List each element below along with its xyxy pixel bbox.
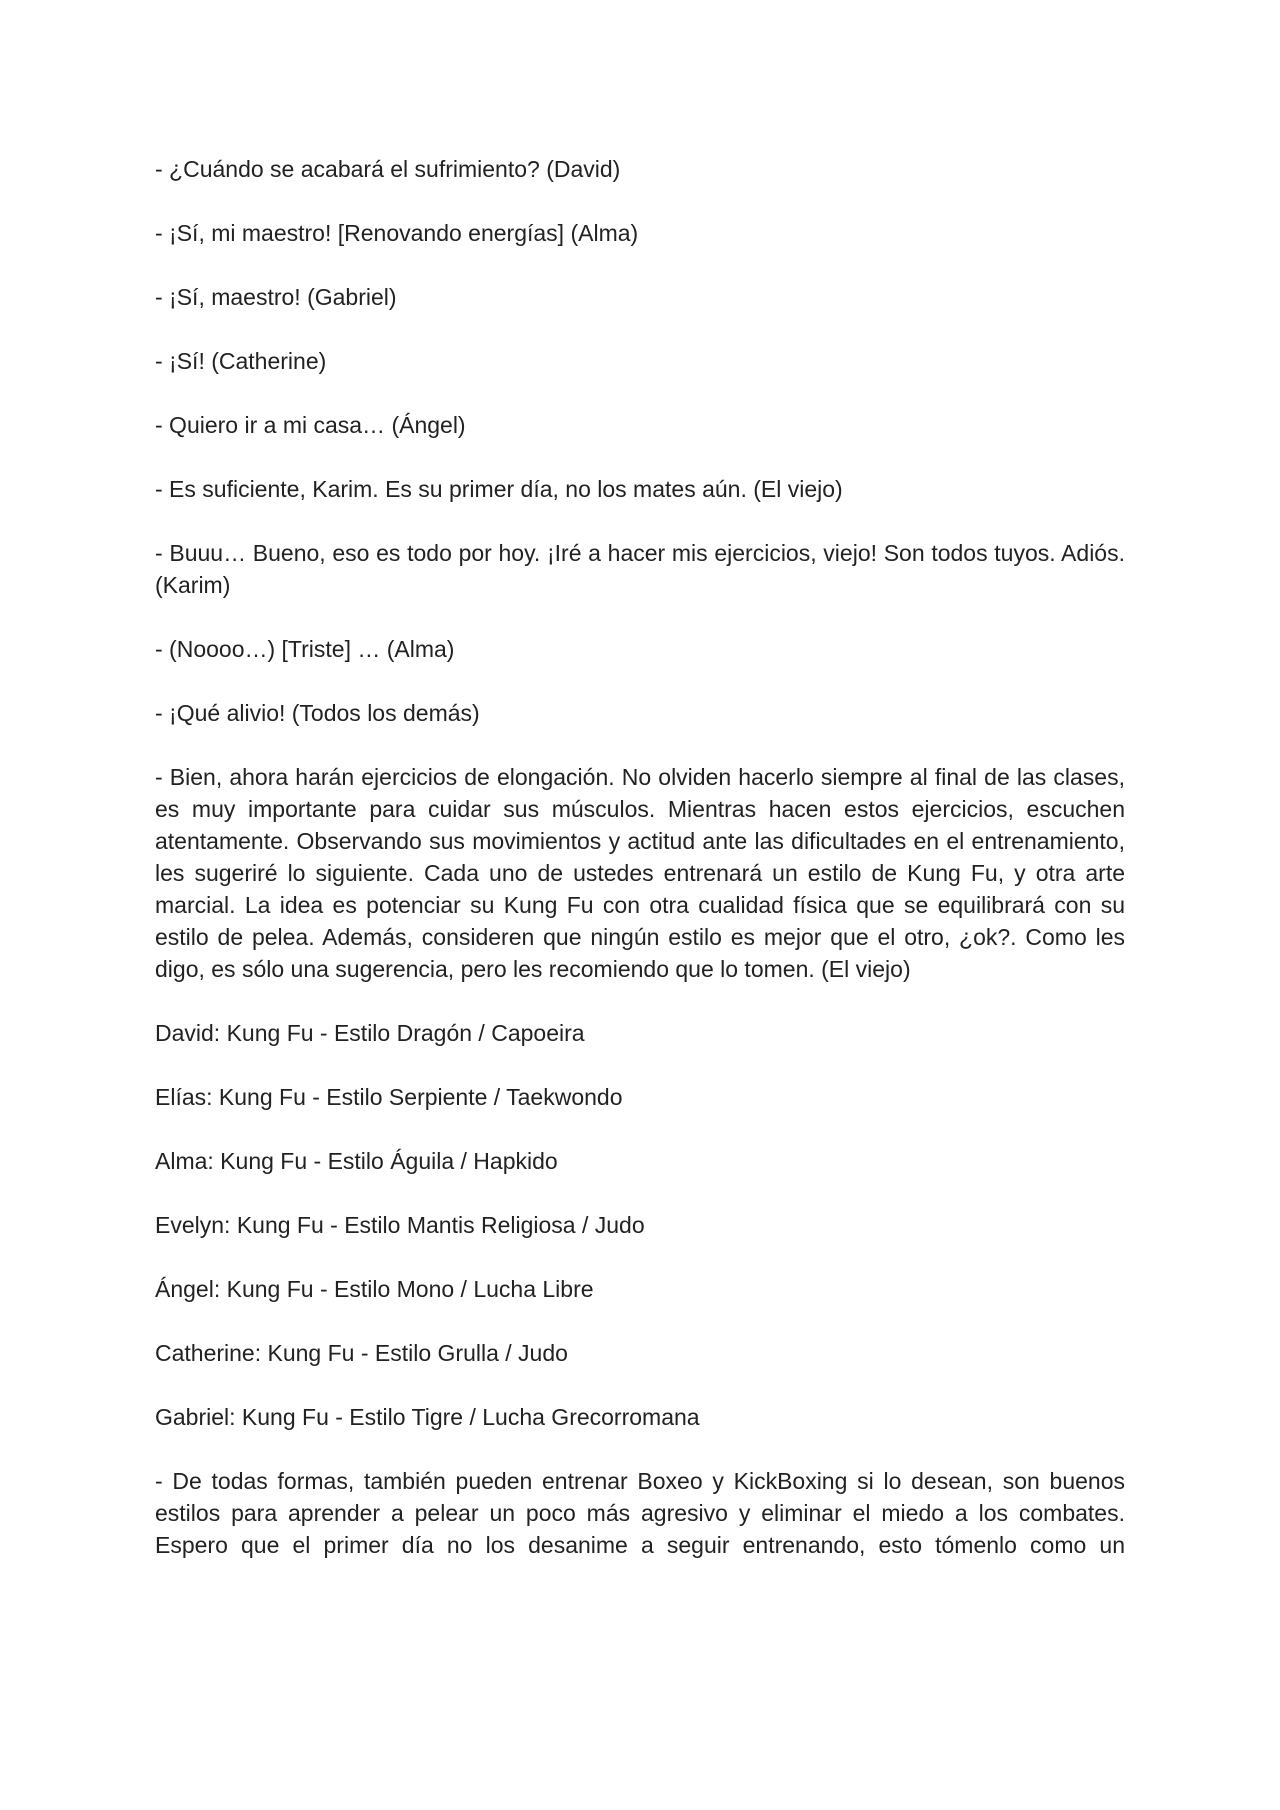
style-assignment: Gabriel: Kung Fu - Estilo Tigre / Lucha Grecorromana bbox=[155, 1404, 700, 1430]
dialogue-line: - ¿Cuándo se acabará el sufrimiento? (David) bbox=[155, 156, 621, 182]
dialogue-paragraph: - Bien, ahora harán ejercicios de elongación. No olviden hacerlo siempre al final de las clases, es muy importante para cuidar sus músculos. Mientras hacen estos ejercicios, escuchen atentamente. Observando sus movimientos y actitud ante las dificultades en el entrenamiento, les sugeriré lo siguiente. Cada uno de ustedes entrenará un estilo de Kung Fu, y otra arte marcial. La idea es potenciar su Kung Fu con otra cualidad física que se equilibrará con su estilo de pelea. Además, consideren que ningún estilo es mejor que el otro, ¿ok?. Como les digo, es sólo una sugerencia, pero les recomiendo que lo tomen. (El viejo) bbox=[155, 764, 1125, 982]
dialogue-line: - Quiero ir a mi casa… (Ángel) bbox=[155, 412, 466, 438]
dialogue-line: - Buuu… Bueno, eso es todo por hoy. ¡Iré a hacer mis ejercicios, viejo! Son todos tuyos. Adiós. (Karim) bbox=[155, 540, 1125, 598]
style-assignment: Catherine: Kung Fu - Estilo Grulla / Judo bbox=[155, 1340, 568, 1366]
dialogue-line: - Es suficiente, Karim. Es su primer día, no los mates aún. (El viejo) bbox=[155, 476, 843, 502]
style-assignment: David: Kung Fu - Estilo Dragón / Capoeira bbox=[155, 1020, 585, 1046]
style-assignment: Alma: Kung Fu - Estilo Águila / Hapkido bbox=[155, 1148, 558, 1174]
style-assignment: Ángel: Kung Fu - Estilo Mono / Lucha Libre bbox=[155, 1276, 594, 1302]
document-body bbox=[155, 153, 1125, 1593]
dialogue-line: - ¡Sí, mi maestro! [Renovando energías] (Alma) bbox=[155, 220, 639, 246]
dialogue-paragraph: - De todas formas, también pueden entrenar Boxeo y KickBoxing si lo desean, son buenos estilos para aprender a pelear un poco más agresivo y eliminar el miedo a los combates. Espero que el primer día no los desanime a seguir entrenando, esto tómenlo como un bbox=[155, 1468, 1125, 1558]
style-assignment: Evelyn: Kung Fu - Estilo Mantis Religiosa / Judo bbox=[155, 1212, 645, 1238]
dialogue-line: - ¡Sí! (Catherine) bbox=[155, 348, 327, 374]
dialogue-line: - (Noooo…) [Triste] … (Alma) bbox=[155, 636, 455, 662]
dialogue-line: - ¡Sí, maestro! (Gabriel) bbox=[155, 284, 397, 310]
dialogue-line: - ¡Qué alivio! (Todos los demás) bbox=[155, 700, 480, 726]
style-assignment: Elías: Kung Fu - Estilo Serpiente / Taekwondo bbox=[155, 1084, 623, 1110]
